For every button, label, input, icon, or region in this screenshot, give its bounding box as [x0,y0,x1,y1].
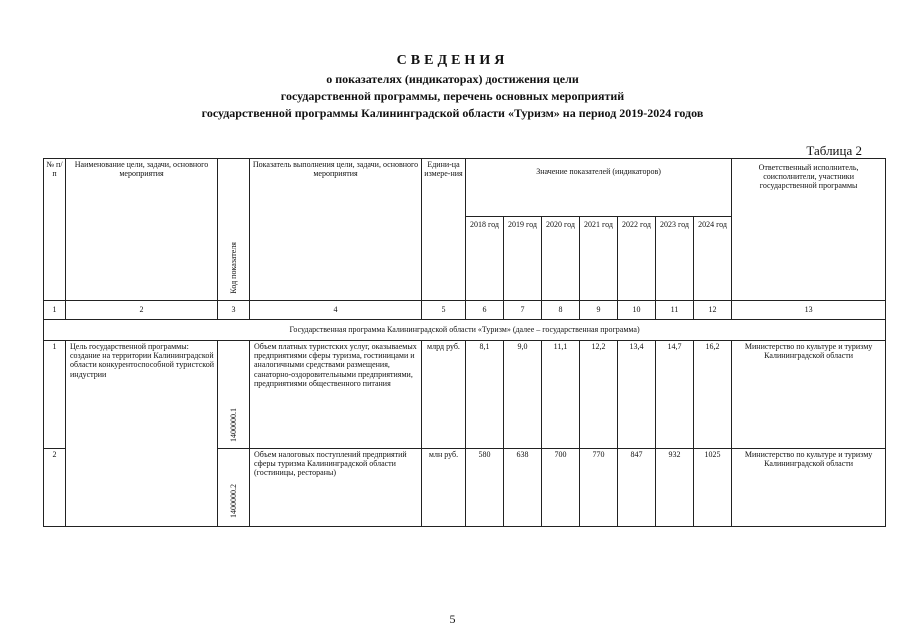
row-value: 12,2 [580,341,618,449]
row-value: 638 [504,449,542,527]
header-year: 2021 год [580,217,618,301]
row-value: 13,4 [618,341,656,449]
row-value: 1025 [694,449,732,527]
header-year: 2018 год [466,217,504,301]
column-number: 11 [656,301,694,320]
header-year: 2019 год [504,217,542,301]
column-number: 4 [250,301,422,320]
header-year: 2020 год [542,217,580,301]
row-value: 16,2 [694,341,732,449]
page-number: 5 [449,612,456,626]
header-values: Значение показателей (индикаторов) [466,159,732,217]
document-title: СВЕДЕНИЯ [396,53,509,68]
table-header-row [44,159,886,217]
column-number: 9 [580,301,618,320]
header-indicator: Показатель выполнения цели, задачи, основного мероприятия [250,159,422,301]
row-value: 8,1 [466,341,504,449]
column-number: 13 [732,301,886,320]
row-indicator: Объем налоговых поступлений предприятий сферы туризма Калининградской области (гостиницы, рестораны) [250,449,422,527]
column-number: 7 [504,301,542,320]
row-code: 1400000.2 [228,484,238,518]
header-code-cell [218,159,250,301]
header-year: 2023 год [656,217,694,301]
row-value: 580 [466,449,504,527]
goal-text: Цель государственной программы: создание на территории Калининградской области конкурентоспособной туристской индустрии [66,341,218,527]
row-value: 847 [618,449,656,527]
document-subtitle-line-1: о показателях (индикаторах) достижения цели [326,72,579,86]
row-value: 9,0 [504,341,542,449]
section-row [44,320,886,341]
header-year: 2024 год [694,217,732,301]
column-number: 8 [542,301,580,320]
document-subtitle-line-2: государственной программы, перечень основных мероприятий [280,89,625,103]
table-label: Таблица 2 [806,143,862,158]
row-code: 1400000.1 [228,408,238,442]
row-value: 770 [580,449,618,527]
header-year: 2022 год [618,217,656,301]
row-responsible: Министерство по культуре и туризму Калининградской области [732,449,886,527]
header-unit: Едини-ца измере-ния [422,159,466,301]
row-value: 932 [656,449,694,527]
column-number: 6 [466,301,504,320]
table-row [44,341,886,449]
column-numbers-row [44,301,886,320]
row-num: 2 [44,449,66,527]
column-number: 1 [44,301,66,320]
column-number: 2 [66,301,218,320]
row-num: 1 [44,341,66,449]
row-value: 14,7 [656,341,694,449]
column-number: 3 [218,301,250,320]
section-title: Государственная программа Калининградской области «Туризм» (далее – государственная программа) [44,320,886,341]
header-name: Наименование цели, задачи, основного мероприятия [66,159,218,301]
indicators-table [43,158,886,527]
row-unit: млрд руб. [422,341,466,449]
row-code-cell [218,449,250,527]
column-number: 12 [694,301,732,320]
column-number: 5 [422,301,466,320]
row-indicator: Объем платных туристских услуг, оказываемых предприятиями сферы туризма, гостиницами и аналогичными средствами размещения, санаторно-оздоровительными предприятиями, предприятиями общественного питания [250,341,422,449]
row-value: 11,1 [542,341,580,449]
header-responsible: Ответственный исполнитель, соисполнители, участники государственной программы [732,159,886,301]
row-responsible: Министерство по культуре и туризму Калининградской области [732,341,886,449]
header-num: № п/п [44,159,66,301]
row-code-cell [218,341,250,449]
column-number: 10 [618,301,656,320]
row-unit: млн руб. [422,449,466,527]
row-value: 700 [542,449,580,527]
header-code: Код показателя [228,242,238,294]
document-subtitle-line-3: государственной программы Калининградской области «Туризм» на период 2019-2024 годов [201,106,704,120]
